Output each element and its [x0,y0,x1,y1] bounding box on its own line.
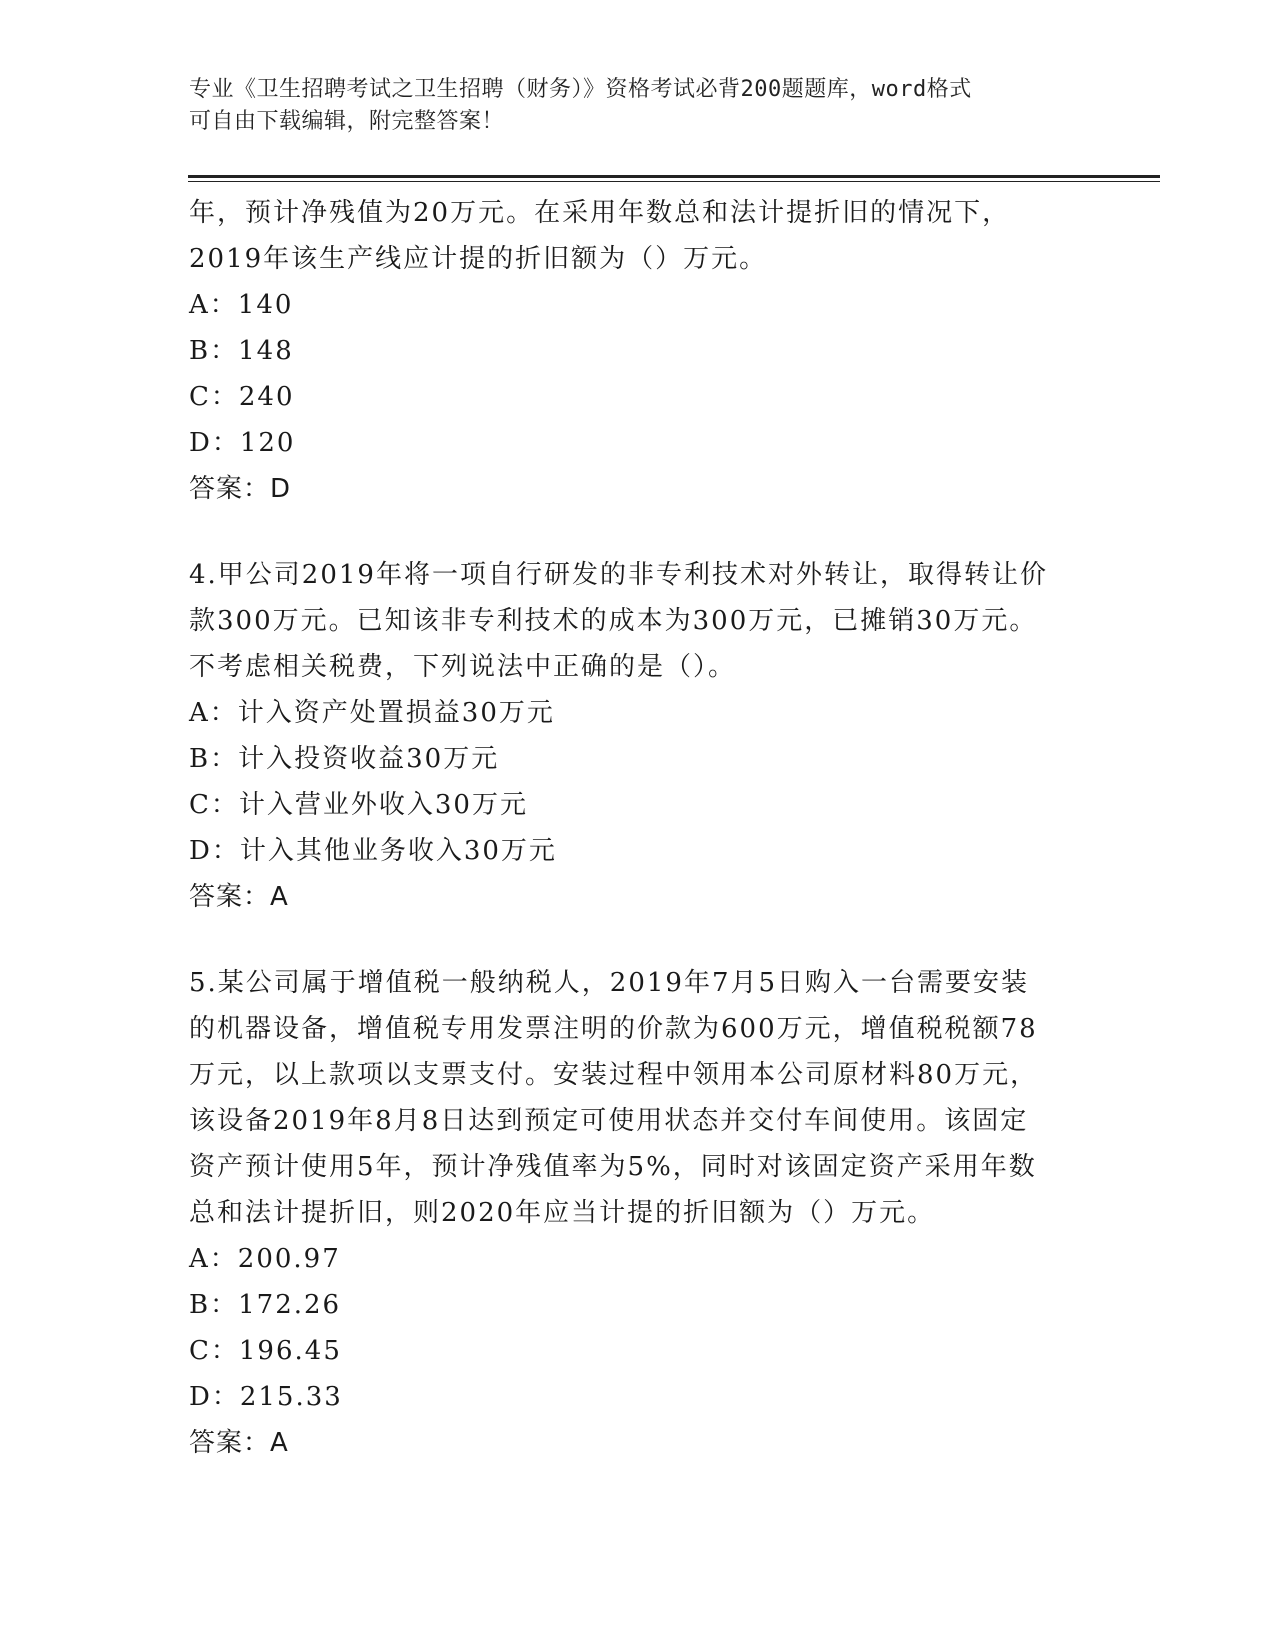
answer-line: 答案：A [189,1428,289,1458]
question-text-line: 资产预计使用5年，预计净残值率为5%，同时对该固定资产采用年数 [189,1152,1037,1182]
header-divider-thin [188,181,1160,182]
answer-line: 答案：A [189,882,289,912]
option-c: C：240 [189,382,295,412]
document-header [189,74,1069,138]
question-text-line: 万元，以上款项以支票支付。安装过程中领用本公司原材料80万元， [189,1060,1039,1090]
question-3 [189,190,1089,512]
question-text-line: 年，预计净残值为20万元。在采用年数总和法计提折旧的情况下， [189,198,1011,228]
question-text-line: 总和法计提折旧，则2020年应当计提的折旧额为（）万元。 [189,1198,936,1228]
option-a: A：140 [189,290,294,320]
question-text-line: 该设备2019年8月8日达到预定可使用状态并交付车间使用。该固定 [189,1106,1029,1136]
question-text-line: 2019年该生产线应计提的折旧额为（）万元。 [189,244,768,274]
option-b: B：计入投资收益30万元 [189,744,500,774]
option-a: A：计入资产处置损益30万元 [189,698,555,728]
question-content [189,190,1089,1466]
question-text-line: 不考虑相关税费，下列说法中正确的是（）。 [189,652,737,682]
option-c: C：196.45 [189,1336,342,1366]
question-text-line: 4.甲公司2019年将一项自行研发的非专利技术对外转让，取得转让价 [189,560,1048,590]
answer-line: 答案：D [189,474,292,504]
question-spacer [189,512,1089,552]
option-d: D：215.33 [189,1382,343,1412]
question-text-line: 5.某公司属于增值税一般纳税人，2019年7月5日购入一台需要安装 [189,968,1030,998]
option-d: D：120 [189,428,296,458]
option-b: B：172.26 [189,1290,342,1320]
option-a: A：200.97 [189,1244,341,1274]
question-text-line: 的机器设备，增值税专用发票注明的价款为600万元，增值税税额78 [189,1014,1038,1044]
header-title-line-2: 可自由下载编辑，附完整答案！ [189,109,505,134]
header-divider-thick [188,175,1160,178]
question-5 [189,960,1089,1466]
option-b: B：148 [189,336,294,366]
question-4 [189,552,1089,920]
option-d: D：计入其他业务收入30万元 [189,836,557,866]
question-text-line: 款300万元。已知该非专利技术的成本为300万元，已摊销30万元。 [189,606,1038,636]
option-c: C：计入营业外收入30万元 [189,790,528,820]
header-title-line-1: 专业《卫生招聘考试之卫生招聘（财务）》资格考试必背200题题库，word格式 [189,77,972,102]
question-spacer [189,920,1089,960]
